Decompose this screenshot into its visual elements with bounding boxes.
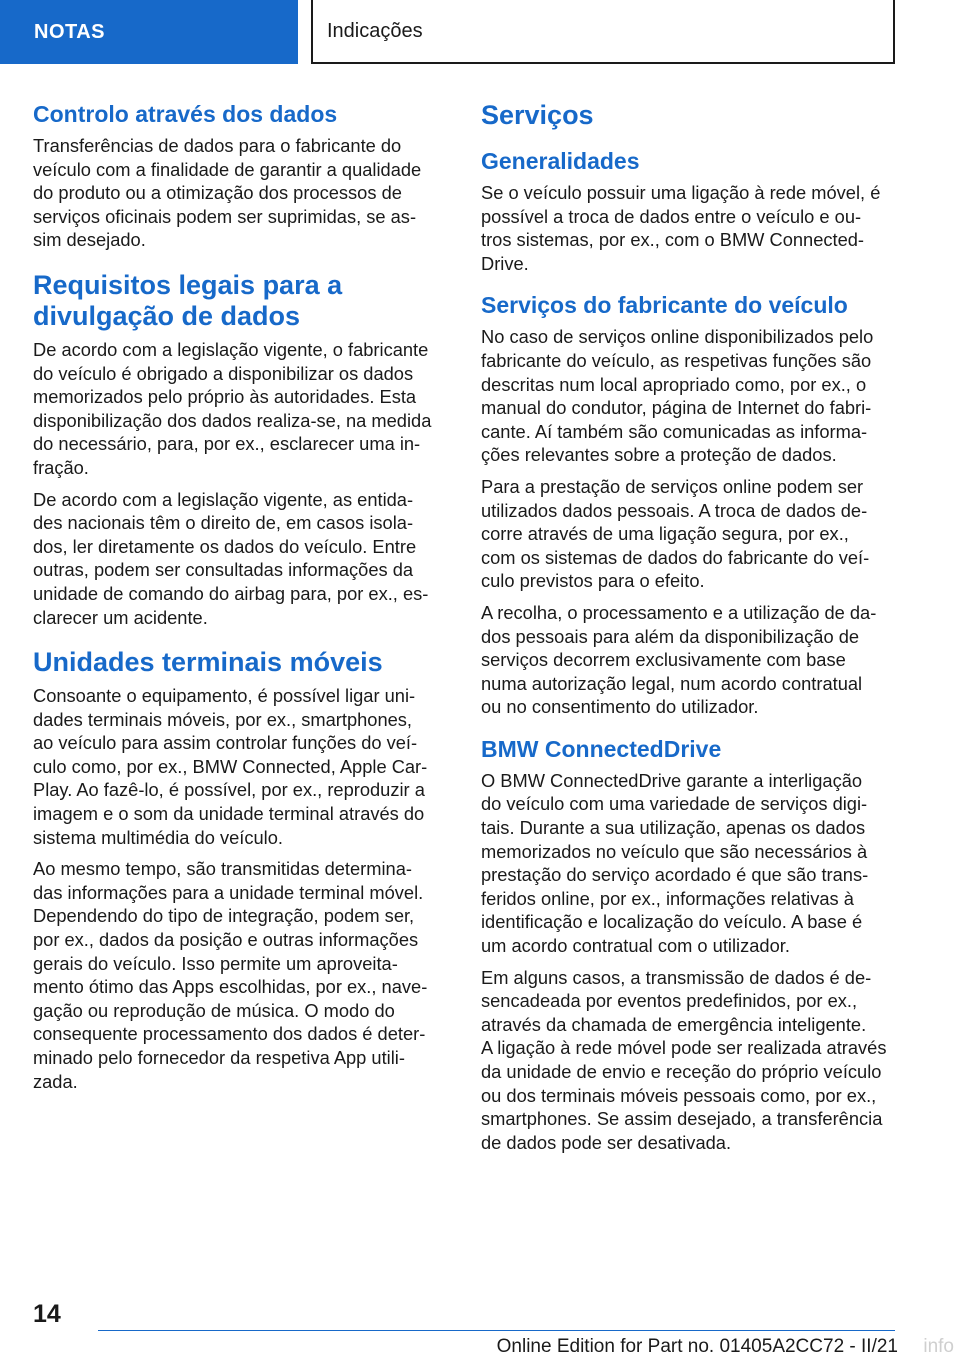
page-number: 14 (33, 1300, 61, 1328)
header-tab-notas (0, 0, 298, 64)
unidades-paragraph-1: Consoante o equipamento, é possível ligar uni- dades terminais móveis, por ex., smartphones, ao veículo para assim controlar funções do veí- culo como, por ex., BMW Connected, Apple Car- Play. Ao fazê-lo, é possível, por ex., reproduzir a imagem e o som da unidade terminal através do sistema multimédia do veículo. (33, 685, 428, 848)
connected-paragraph-1: O BMW ConnectedDrive garante a interligação do veículo com uma variedade de serviços digi- tais. Durante a sua utilização, apenas os dados memorizados no veículo que são necessários à prestação do serviço acordado é que são trans- feridos online, por ex., informações relativas à identificação e localização do veículo. A base é um acordo contratual com o utilizador. (481, 769, 869, 957)
right-column (481, 100, 899, 1162)
fabricante-paragraph-2: Para a prestação de serviços online podem ser utilizados dados pessoais. A troca de dados de- corre através de uma ligação segura, por ex., com os sistemas de dados do fabricante do veí- culo previstos para o efeito. (481, 475, 870, 592)
requisitos-paragraph-1: De acordo com a legislação vigente, o fabricante do veículo é obrigado a disponibilizar os dados memorizados pelo próprio às autoridades. Esta disponibilização dos dados realiza-se, na medida do necessário, para, por ex., esclarecer uma in- fração. (33, 338, 432, 478)
controlo-paragraph: Transferências de dados para o fabricante do veículo com a finalidade de garantir a qualidade do produto ou a otimização dos processos de serviços oficinais podem ser suprimidas, se as- sim desejado. (33, 135, 422, 251)
generalidades-heading: Generalidades (481, 148, 640, 174)
edition-text: Online Edition for Part no. 01405A2CC72 - II/21 (496, 1336, 898, 1357)
requisitos-paragraph-2: De acordo com a legislação vigente, as entida- des nacionais têm o direito de, em casos isola- dos, ler diretamente os dados do veículo. Entre outras, podem ser consultadas informações da unidade de comando do airbag para, por ex., es- clarecer um acidente. (33, 488, 429, 628)
fabricante-paragraph-3: A recolha, o processamento e a utilização de da- dos pessoais para além da disponibilização de serviços decorrem exclusivamente com base numa autorização legal, num acordo contratual ou no consentimento do utilizador. (481, 601, 877, 718)
connected-heading: BMW ConnectedDrive (481, 735, 722, 762)
header-section-title (311, 0, 895, 64)
left-column (33, 100, 448, 1101)
generalidades-paragraph: Se o veículo possuir uma ligação à rede móvel, é possível a troca de dados entre o veículo e ou- tros sistemas, por ex., com o BMW Connected- Drive. (481, 182, 881, 274)
unidades-heading: Unidades terminais móveis (33, 647, 383, 678)
fabricante-paragraph-1: No caso de serviços online disponibilizados pelo fabricante do veículo, as respetivas funções são descritas num local apropriado como, por ex., o manual do condutor, página de Internet do fabri- cante. Aí também são comunicadas as informa- ções relevantes sobre a proteção de dados. (481, 326, 874, 466)
footer-divider (98, 1330, 895, 1331)
connected-paragraph-2: Em alguns casos, a transmissão de dados é de- sencadeada por eventos predefinidos, por ex., através da chamada de emergência inteligente. A ligação à rede móvel pode ser realizada através da unidade de envio e receção do próprio veículo ou dos terminais móveis pessoais como, por ex., smartphones. Se assim desejado, a transferência de dados pode ser desativada. (481, 966, 887, 1153)
controlo-heading: Controlo através dos dados (33, 101, 338, 127)
header-tab-label: NOTAS (34, 20, 106, 43)
fabricante-heading: Serviços do fabricante do veículo (481, 292, 848, 319)
unidades-paragraph-2: Ao mesmo tempo, são transmitidas determina- das informações para a unidade terminal móvel. Dependendo do tipo de integração, podem ser, por ex., dados da posição e outras informações gerais do veículo. Isso permite um aproveita- mento ótimo das Apps escolhidas, por ex., nave- gação ou reprodução de música. O modo do consequente processamento dos dados é deter- minado pelo fornecedor da respetiva App utili- zada. (33, 858, 428, 1092)
servicos-heading: Serviços (481, 100, 594, 130)
requisitos-heading: Requisitos legais para a divulgação de dados (33, 269, 343, 331)
header-section-label: Indicações (327, 19, 423, 42)
watermark-text: info (923, 1336, 954, 1357)
